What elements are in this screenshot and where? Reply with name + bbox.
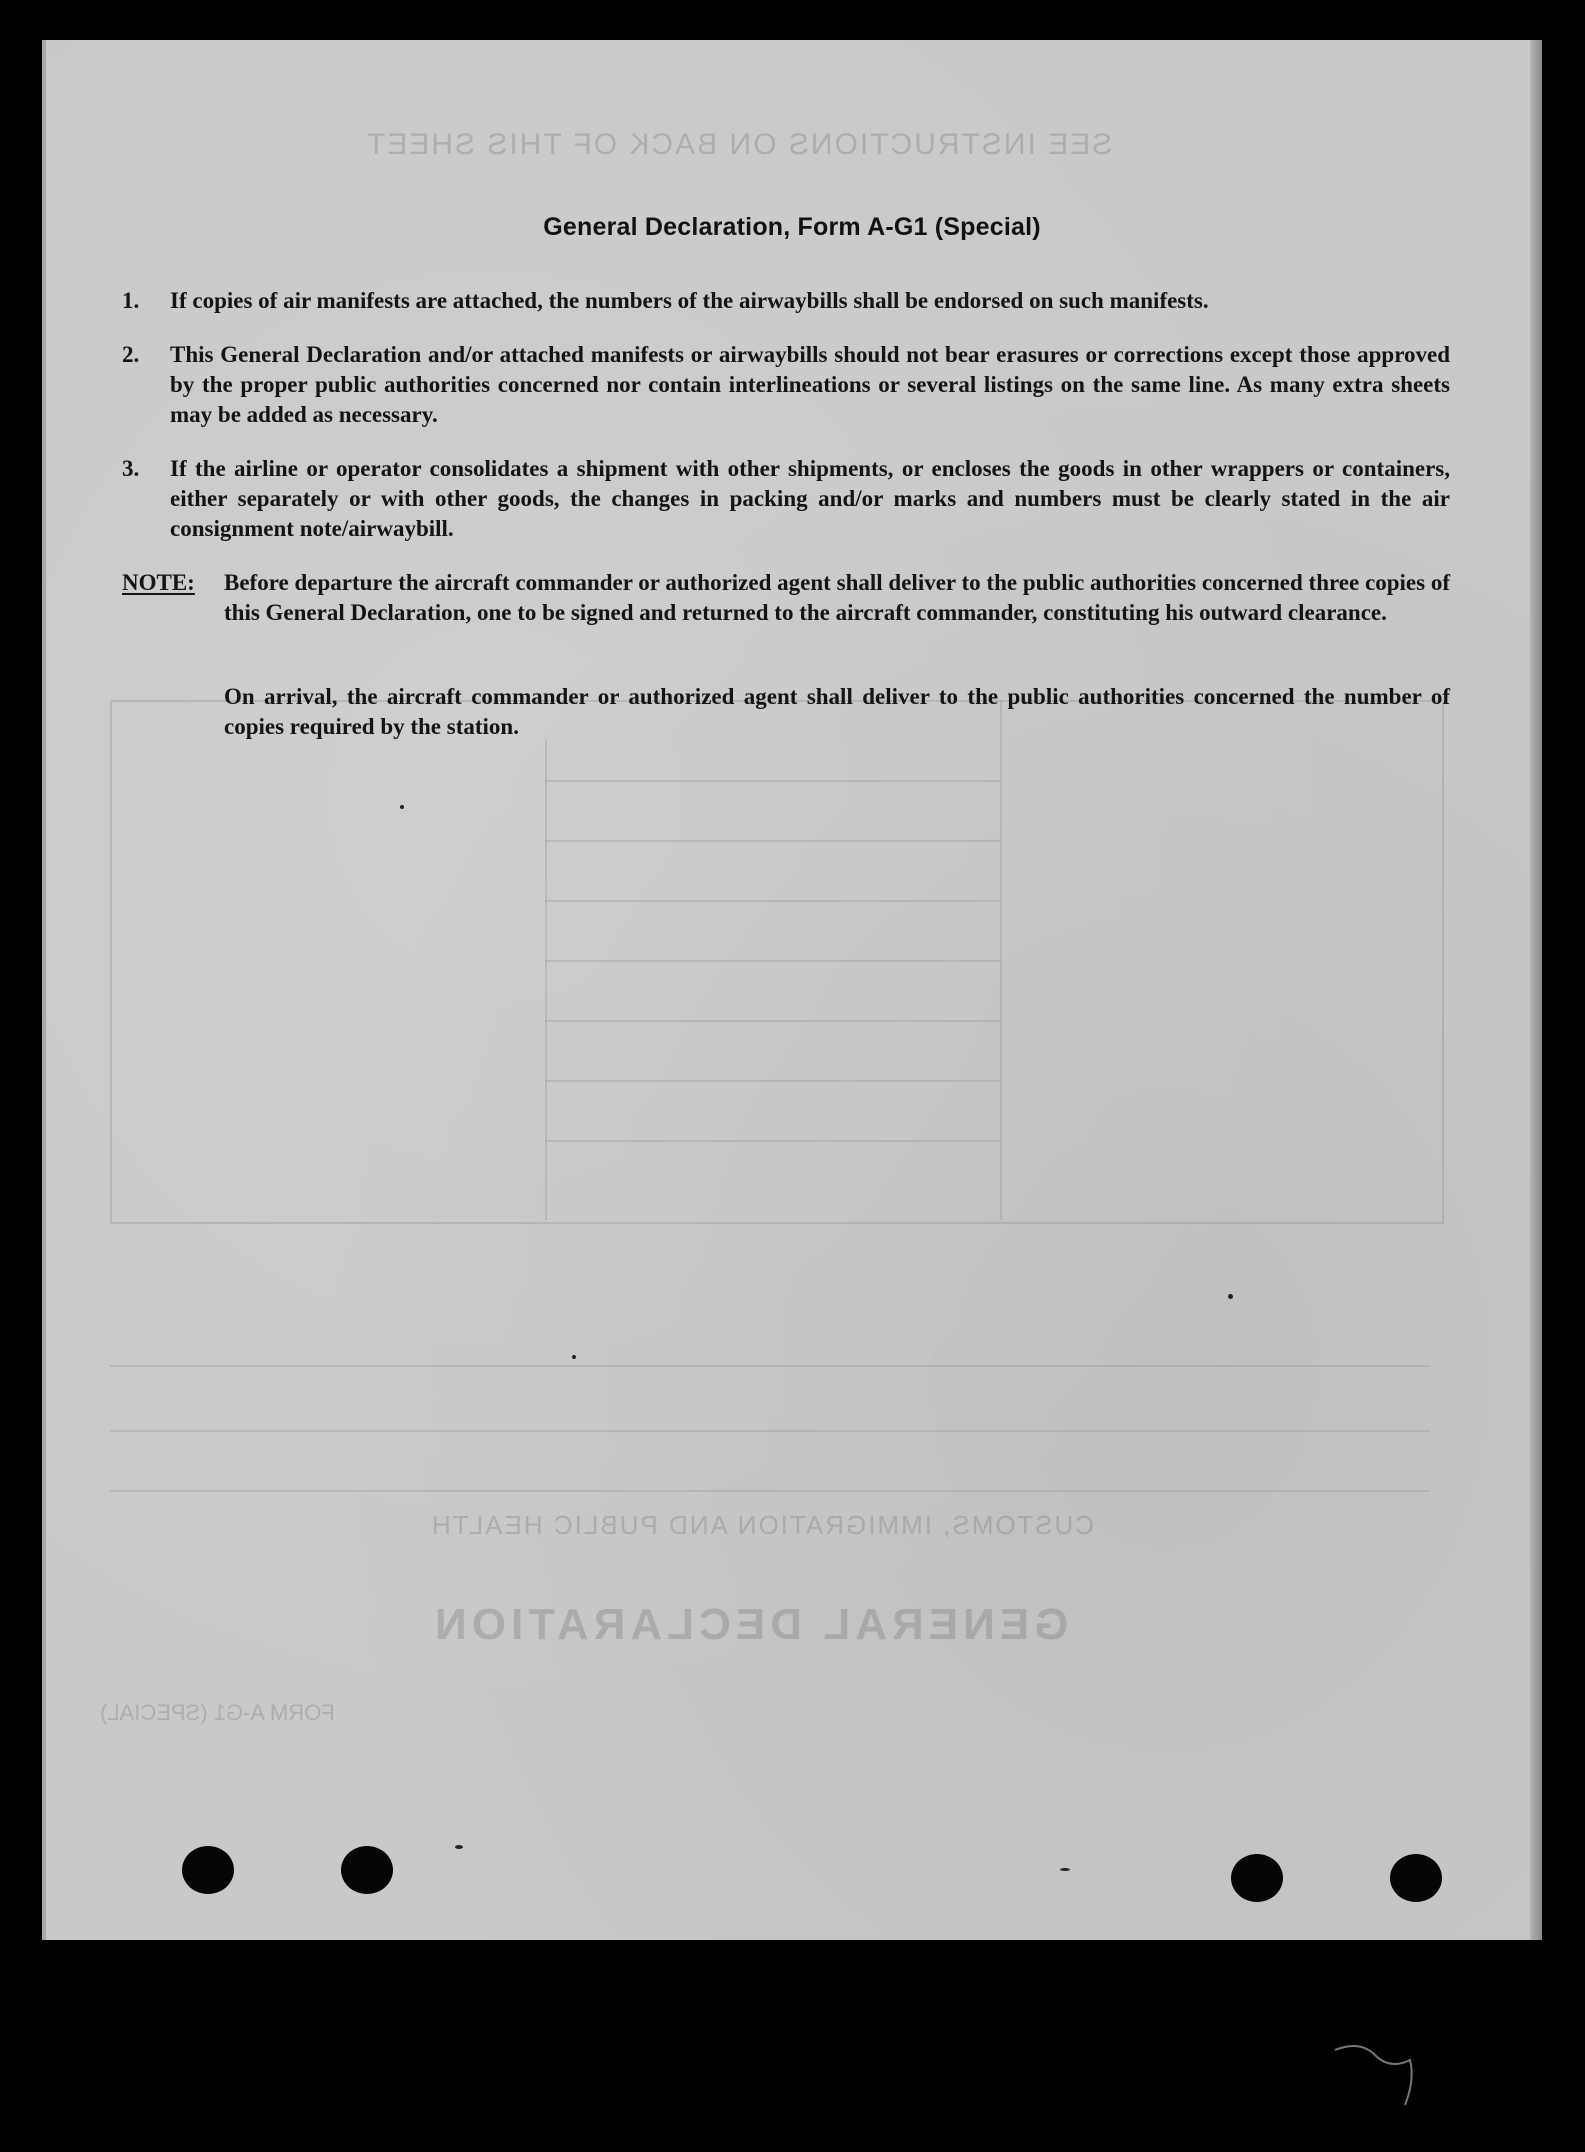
punch-hole (1231, 1854, 1283, 1902)
bleed-through-table (110, 700, 1444, 1224)
bleed-through-row-4 (545, 960, 1000, 962)
instruction-text: If the airline or operator consolidates a shipment with other shipments, or encloses the goods in other wrappers or containers, either separately or with other goods, the changes in packing and/or marks and numbers must be clearly stated in the air consignment note/airwaybill. (170, 456, 1450, 541)
instruction-item-2 (122, 340, 1450, 430)
note-label: NOTE: (122, 570, 195, 595)
bleed-through-row-5 (545, 1020, 1000, 1022)
scan-artifact (1330, 2030, 1420, 2120)
instruction-item-3 (122, 454, 1450, 544)
bleed-through-subheading: CUSTOMS, IMMIGRATION AND PUBLIC HEALTH (430, 1510, 1094, 1540)
punch-hole (182, 1846, 234, 1894)
bleed-through-divider-right (1000, 700, 1002, 1220)
speck (455, 1845, 463, 1849)
bleed-through-line-2 (110, 1430, 1430, 1432)
bleed-through-header: SEE INSTRUCTIONS ON BACK OF THIS SHEET (365, 128, 1113, 161)
document-title: General Declaration, Form A-G1 (Special) (543, 213, 1041, 241)
bleed-through-row-2 (545, 840, 1000, 842)
note-section (122, 568, 1450, 628)
instruction-number: 1. (122, 288, 140, 313)
bleed-through-heading: GENERAL DECLARATION (430, 1600, 1069, 1649)
speck (1060, 1868, 1070, 1871)
bleed-through-line-1 (110, 1365, 1430, 1367)
instruction-text: If copies of air manifests are attached, the numbers of the airwaybills shall be endorsed on such manifests. (170, 288, 1209, 313)
speck (400, 805, 404, 809)
punch-hole (341, 1846, 393, 1894)
instruction-number: 3. (122, 456, 140, 481)
bleed-through-line-3 (110, 1490, 1430, 1492)
instruction-text: This General Declaration and/or attached manifests or airwaybills should not bear erasures or corrections except those approved by the proper public authorities concerned nor contain interlineations or several listings on the same line. As many extra sheets may be added as necessary. (170, 342, 1450, 427)
bleed-through-row-6 (545, 1080, 1000, 1082)
speck (1228, 1294, 1233, 1299)
page-edge-shadow (1530, 40, 1542, 1940)
bleed-through-divider-left (545, 740, 547, 1220)
bleed-through-form-id: FORM A-G1 (SPECIAL) (100, 1700, 335, 1725)
instruction-item-1 (122, 286, 1450, 316)
speck (572, 1355, 576, 1359)
note-paragraph-1: Before departure the aircraft commander or authorized agent shall deliver to the public authorities concerned three copies of this General Declaration, one to be signed and returned to the aircraft commander, constituting his outward clearance. (224, 570, 1450, 625)
note-paragraph-2: On arrival, the aircraft commander or authorized agent shall deliver to the public authorities concerned the number of copies required by the station. (224, 684, 1450, 739)
bleed-through-row-1 (545, 780, 1000, 782)
bleed-through-row-3 (545, 900, 1000, 902)
bleed-through-row-7 (545, 1140, 1000, 1142)
instruction-number: 2. (122, 342, 140, 367)
punch-hole (1390, 1854, 1442, 1902)
